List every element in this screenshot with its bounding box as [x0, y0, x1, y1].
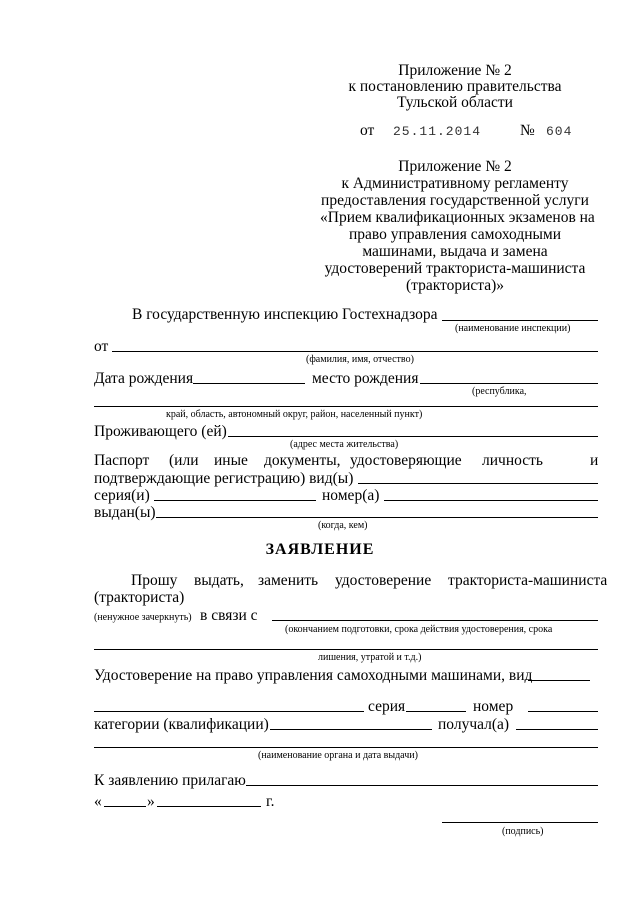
- date-day-field[interactable]: [104, 806, 146, 807]
- request-word: заменить: [258, 572, 319, 589]
- issued-label: выдан(ы): [94, 504, 156, 521]
- region-field[interactable]: [94, 406, 598, 407]
- passport-word: и: [590, 452, 599, 469]
- inspection-field[interactable]: [442, 320, 598, 321]
- regulation-line: удостоверений тракториста-машиниста: [324, 260, 586, 277]
- regulation-line: (тракториста)»: [405, 277, 505, 294]
- document-type-field[interactable]: [358, 483, 598, 484]
- attachment-field[interactable]: [246, 785, 598, 786]
- received-label: получал(а): [438, 716, 510, 733]
- regulation-line: «Прием квалификационных экзаменов на: [320, 209, 595, 226]
- pob-field[interactable]: [420, 383, 598, 384]
- categories-label: категории (квалификации): [94, 716, 269, 733]
- regulation-line: к Административному регламенту: [341, 175, 569, 192]
- regulation-line: Приложение № 2: [398, 158, 512, 175]
- passport-word: документы,: [264, 452, 341, 469]
- series-field[interactable]: [154, 500, 316, 501]
- header-number: 604: [546, 124, 573, 139]
- request-word: Прошу: [131, 572, 178, 589]
- inspection-label: В государственную инспекцию Гостехнадзора: [132, 306, 438, 323]
- reason-hint-1: (окончанием подготовки, срока действия удостоверения, срока: [285, 624, 553, 635]
- regulation-line: машинами, выдача и замена: [362, 243, 548, 260]
- date-month-field[interactable]: [157, 806, 261, 807]
- passport-word: (или: [169, 452, 199, 469]
- passport-word: личность: [482, 452, 543, 469]
- license-extra-field[interactable]: [94, 711, 364, 712]
- regulation-line: предоставления государственной услуги: [321, 192, 589, 209]
- header-region: Тульской области: [397, 94, 513, 111]
- dob-label: Дата рождения: [94, 370, 194, 387]
- header-date: 25.11.2014: [393, 124, 482, 139]
- license-number-label: номер: [473, 698, 514, 715]
- dob-field[interactable]: [193, 383, 305, 384]
- series-label: серия(и): [94, 487, 150, 504]
- request-word: выдать,: [194, 572, 244, 589]
- reason-hint-2: лишения, утратой и т.д.): [318, 652, 422, 663]
- request-word: тракториста-машиниста: [448, 572, 608, 589]
- from-label: от: [94, 338, 109, 355]
- date-open-quote: «: [94, 793, 102, 810]
- license-number-field[interactable]: [528, 711, 598, 712]
- authority-hint: (наименование органа и дата выдачи): [258, 750, 418, 761]
- signature-hint: (подпись): [502, 826, 544, 837]
- license-label: Удостоверение на право управления самоходными машинами, вид: [94, 667, 533, 684]
- request-word: удостоверение: [335, 572, 432, 589]
- year-suffix: г.: [266, 793, 275, 810]
- passport-word: удостоверяющие: [350, 452, 462, 469]
- passport-type-label: подтверждающие регистрацию) вид(ы): [94, 470, 354, 487]
- license-series-label: серия: [368, 698, 406, 715]
- reason-label: в связи с: [200, 607, 258, 624]
- inspection-hint: (наименование инспекции): [455, 323, 571, 334]
- cross-out-hint: (ненужное зачеркнуть): [94, 612, 192, 623]
- request-line-2: (тракториста): [94, 589, 185, 606]
- authority-field[interactable]: [94, 747, 598, 748]
- date-close-quote: »: [147, 793, 155, 810]
- passport-word: иные: [214, 452, 248, 469]
- header-from-label: от: [360, 122, 375, 139]
- issued-hint: (когда, кем): [318, 520, 368, 531]
- statement-title: ЗАЯВЛЕНИЕ: [265, 541, 375, 558]
- pob-hint: (республика,: [472, 386, 527, 397]
- attachment-label: К заявлению прилагаю: [94, 772, 246, 789]
- fullname-field[interactable]: [112, 351, 598, 352]
- license-type-field[interactable]: [528, 680, 590, 681]
- reason-field-2[interactable]: [94, 649, 598, 650]
- received-field[interactable]: [516, 729, 598, 730]
- residence-hint: (адрес места жительства): [290, 439, 399, 450]
- signature-field[interactable]: [442, 822, 598, 823]
- issued-field[interactable]: [156, 517, 598, 518]
- residence-label: Проживающего (ей): [94, 423, 227, 440]
- passport-word: Паспорт: [94, 452, 150, 469]
- number-field[interactable]: [384, 500, 598, 501]
- fullname-hint: (фамилия, имя, отчество): [306, 354, 414, 365]
- region-hint: край, область, автономный округ, район, населенный пункт): [166, 409, 423, 420]
- number-label: номер(а): [322, 487, 380, 504]
- header-number-label: №: [520, 122, 535, 139]
- pob-label: место рождения: [312, 370, 419, 387]
- residence-field[interactable]: [228, 436, 598, 437]
- categories-field[interactable]: [270, 729, 432, 730]
- header-appendix-title: Приложение № 2: [398, 62, 512, 79]
- regulation-line: право управления самоходными: [348, 226, 562, 243]
- reason-field[interactable]: [272, 620, 598, 621]
- header-decree-ref: к постановлению правительства: [348, 78, 562, 95]
- license-series-field[interactable]: [406, 711, 466, 712]
